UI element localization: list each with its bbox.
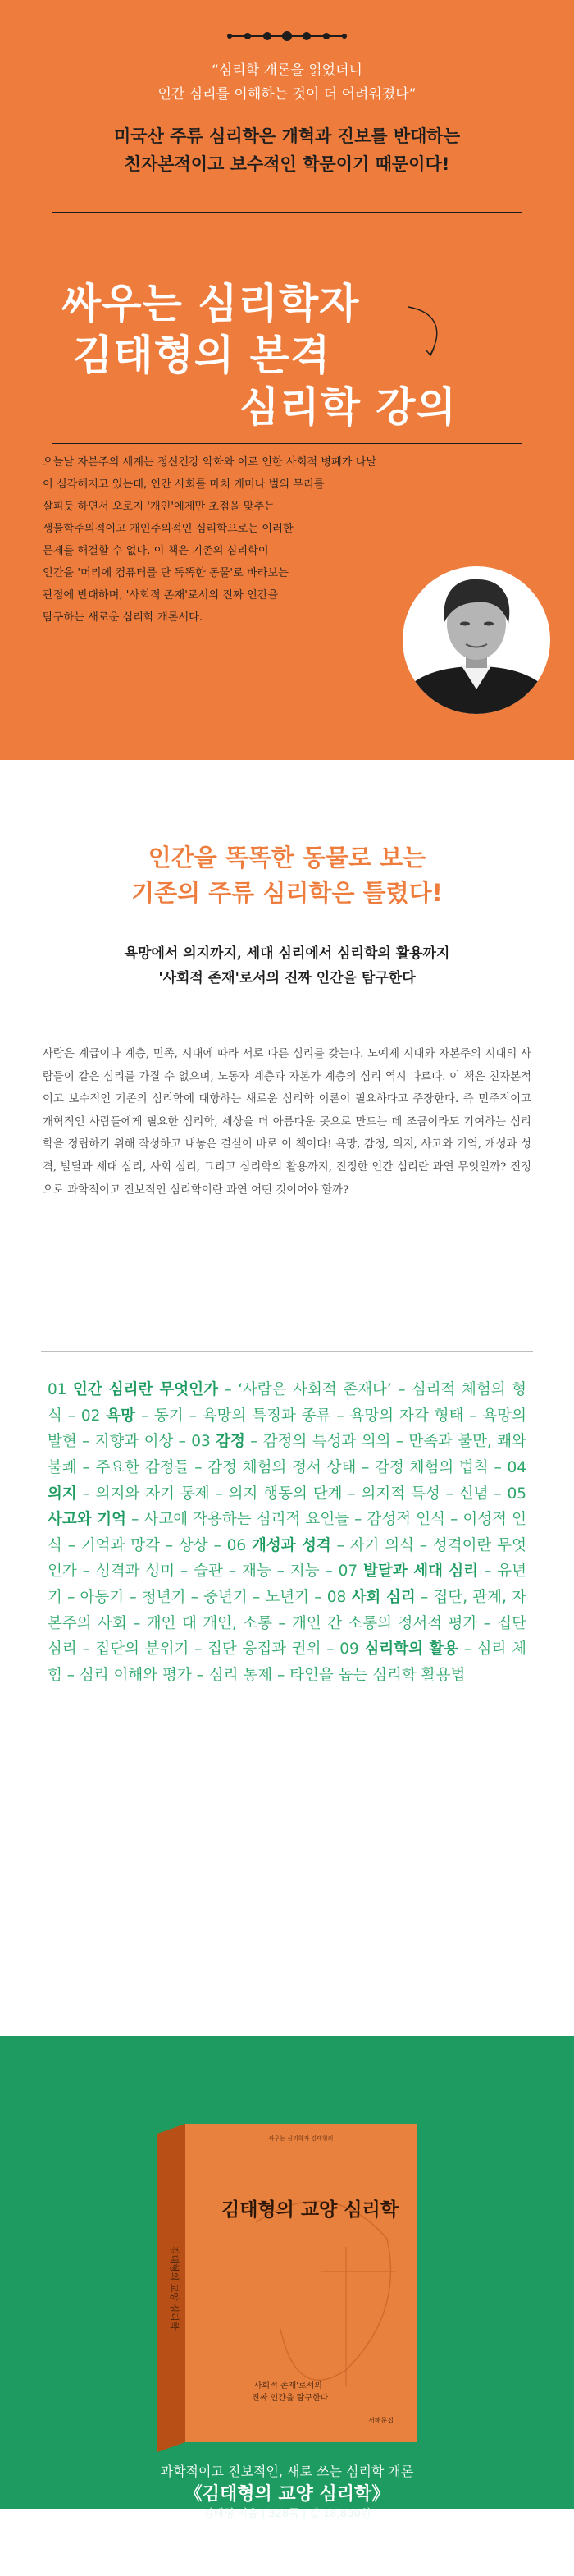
toc-chapter-title: 사회 심리 [351, 1589, 416, 1606]
quote-line-2: 인간 심리를 이해하는 것이 더 어려워졌다” [157, 85, 417, 103]
toc-chapter-title: 개성과 성격 [251, 1536, 331, 1554]
toc-number: – 06 [207, 1536, 252, 1554]
intro-line: 탐구하는 새로운 심리학 개론서다. [43, 611, 203, 625]
hero-line-3: 심리학 강의 [239, 383, 457, 431]
toc-items: – 사고에 작용하는 심리적 요인들 – 감성적 인식 – 이성적 인식 – 기억과 망각 – 상상 [48, 1511, 526, 1554]
toc-number: – 04 [488, 1458, 526, 1476]
book-cover-top: 싸우는 심리학자 김태형의 [268, 2135, 334, 2142]
toc-number: – 09 [321, 1640, 365, 1659]
book-tagline: 과학적이고 진보적인, 새로 쓰는 심리학 개론 [160, 2464, 414, 2479]
intro-line: 문제를 해결할 수 없다. 이 책은 기존의 심리학이 [43, 545, 269, 558]
toc-chapter-title: 욕망 [106, 1407, 136, 1425]
headline [0, 123, 574, 178]
toc-items: – 자기 의식 – 성격이란 무엇인가 – 성격과 성미 – 습관 – 재능 – 지능 [48, 1536, 527, 1581]
book-cover-quote-2: 진짜 인간을 탐구한다 [252, 2394, 329, 2403]
headline-line-1: 미국산 주류 심리학은 개혁과 진보를 반대하는 [114, 126, 460, 146]
section2-subtitle-line-2: '사회적 존재'로서의 진짜 인간을 탐구한다 [158, 969, 416, 986]
toc-number: – 07 [319, 1563, 364, 1581]
section2-body: 사람은 계급이나 계층, 민족, 시대에 따라 서로 다른 심리를 갖는다. 노예제 시대와 자본주의 시대의 사람들이 같은 심리를 가질 수 없으며, 노동자 계층과 자본가 계층의 심리 역시 다르다. 이 책은 친자본적이고 보수적인 기존의 심리학에 대항하는 새로운 심리학 이론이 필요하다고 주장한다. 즉 민주적이고 개혁적인 사람들에게 필요한 심리학, 세상을 더 아름다운 곳으로 만드는 데 조금이라도 기여하는 심리학을 정립하기 위해 작성하고 내놓은 결실이 바로 이 책이다! 욕망, 감정, 의지, 사고와 기억, 개성과 성격, 발달과 세대 심리, 사회 심리, 그리고 심리학의 활용까지, 진정한 인간 심리란 과연 무엇일까? 진정으로 과학적이고 진보적인 심리학이란 과연 어떤 것이어야 할까? [43, 1048, 531, 1196]
reader-quote [0, 59, 574, 107]
intro-section [0, 0, 574, 760]
description-section [0, 760, 574, 2036]
table-of-contents [48, 1377, 526, 1689]
toc-number: 01 [48, 1381, 74, 1398]
quote-line-1: “심리학 개론을 읽었더니 [212, 62, 362, 79]
intro-line: 관점에 반대하며, '사회적 존재'로서의 진짜 인간을 [43, 589, 279, 602]
toc-number: – 03 [173, 1433, 216, 1451]
hero-line-1: 싸우는 심리학자 [61, 280, 360, 327]
divider-mid [52, 443, 522, 444]
toc-chapter-title: 감정 [216, 1433, 245, 1451]
intro-line: 살피듯 하면서 오로지 '개인'에게만 초점을 맞추는 [43, 501, 275, 514]
book-cover-image [157, 2124, 417, 2452]
section2-title-line-1: 인간을 똑똑한 동물로 보는 [148, 844, 426, 872]
section2-subtitle-line-1: 욕망에서 의지까지, 세대 심리에서 심리학의 활용까지 [124, 945, 450, 962]
toc-items: – ‘사람은 사회적 존재다’ – 심리적 체험의 형식 [48, 1381, 526, 1425]
toc-number: – 02 [61, 1407, 107, 1425]
section2-title-line-2: 기존의 주류 심리학은 틀렸다! [131, 878, 443, 907]
toc-chapter-title: 사고와 기억 [48, 1511, 127, 1529]
author-portrait [402, 558, 551, 722]
book-cover-publisher: 서해문집 [368, 2417, 394, 2424]
dots-ornament [0, 20, 574, 53]
section2-title [0, 840, 574, 911]
book-title: 《김태형의 교양 심리학》 [184, 2484, 390, 2505]
toc-chapter-title: 발달과 세대 심리 [363, 1563, 479, 1581]
section2-subtitle [0, 942, 574, 991]
toc-items: – 의지와 자기 통제 – 의지 행동의 단계 – 의지적 특성 – 신념 [76, 1485, 489, 1503]
book-section [0, 2036, 574, 2575]
toc-items: – 감정의 특성과 의의 – 만족과 불만, 쾌와 불쾌 – 주요한 감정들 – 감정 체험의 정서 상태 – 감정 체험의 법칙 [48, 1433, 526, 1476]
book-cover-quote-1: '사회적 존재'로서의 [252, 2382, 322, 2391]
toc-number: – 08 [309, 1589, 352, 1606]
toc-chapter-title: 심리학의 활용 [364, 1640, 458, 1659]
hero-line-2: 김태형의 본격 [73, 332, 331, 379]
book-info: 김태형 지음 | 328쪽 | 값 18,800원 [203, 2508, 371, 2520]
intro-line: 생물학주의적이고 개인주의적인 심리학으로는 이러한 [43, 523, 294, 536]
intro-line: 인간을 '머리에 컴퓨터를 단 똑똑한 동물'로 바라보는 [43, 567, 289, 580]
headline-line-2: 친자본적이고 보수적인 학문이기 때문이다! [124, 153, 450, 174]
toc-chapter-title: 의지 [48, 1485, 77, 1503]
toc-items: – 유년기 – 아동기 – 청년기 – 중년기 – 노년기 [48, 1563, 527, 1606]
toc-chapter-title: 인간 심리란 무엇인가 [73, 1381, 218, 1398]
intro-text [43, 451, 403, 629]
book-cover-title: 김태형의 교양 심리학 [221, 2199, 399, 2221]
toc-items: – 동기 – 욕망의 특징과 종류 – 욕망의 자각 형태 – 욕망의 발현 – 지향과 이상 [48, 1407, 526, 1451]
publisher-logo: 서해문집 [258, 2558, 316, 2575]
intro-line: 오늘날 자본주의 세계는 정신건강 악화와 이로 인한 사회적 병폐가 나날 [43, 456, 377, 469]
toc-items: – 집단, 관계, 자본주의 사회 – 개인 대 개인, 소통 – 개인 간 소통의 정서적 평가 – 집단 심리 – 집단의 분위기 – 집단 응집과 권위 [48, 1589, 526, 1659]
book-spine-title: 김태형의 교양 심리학 [169, 2245, 180, 2331]
toc-number: – 05 [488, 1485, 526, 1503]
toc-items: – 심리 체험 – 심리 이해와 평가 – 심리 통제 – 타인을 돕는 심리학 활용법 [48, 1640, 526, 1684]
section2-rule-bottom [41, 1351, 533, 1352]
divider-top [52, 212, 522, 213]
curved-arrow-icon [402, 304, 451, 361]
intro-line: 이 심각해지고 있는데, 인간 사회를 마치 개미나 벌의 무리를 [43, 478, 325, 492]
